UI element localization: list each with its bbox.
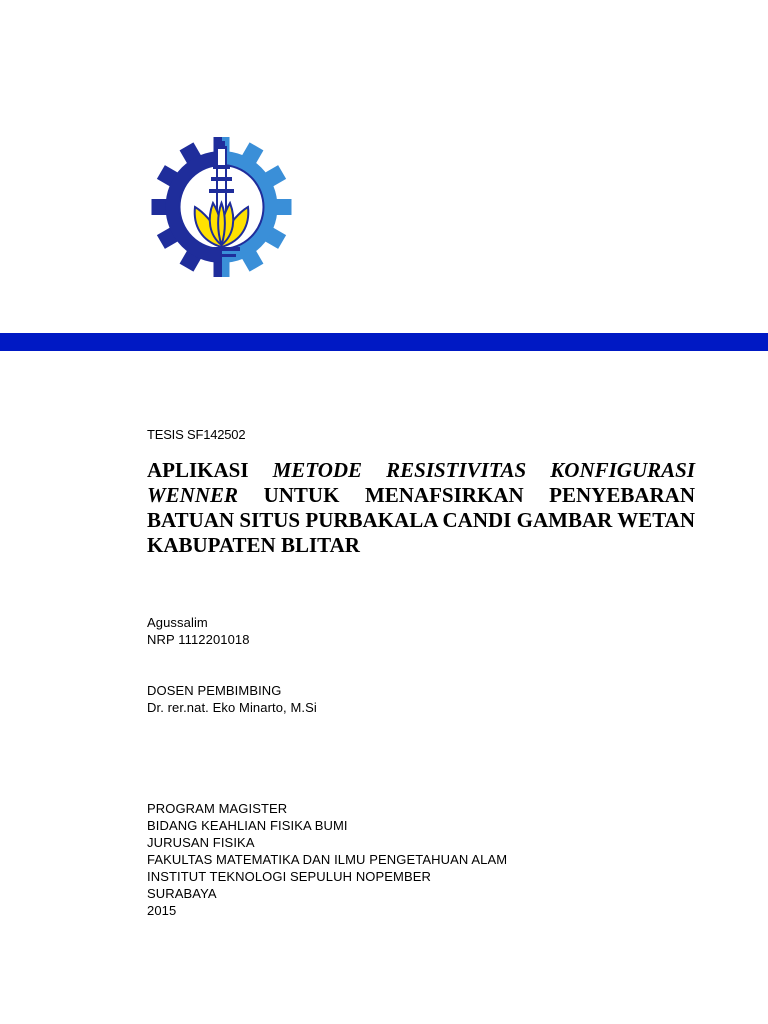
institution-program: PROGRAM MAGISTER — [147, 801, 288, 816]
institution-city: SURABAYA — [147, 886, 217, 901]
institution-department: JURUSAN FISIKA — [147, 835, 255, 850]
author-block — [147, 614, 250, 648]
author-name: Agussalim — [147, 615, 208, 630]
thesis-code: TESIS SF142502 — [147, 427, 246, 442]
thesis-title — [147, 458, 695, 558]
advisor-block — [147, 682, 317, 716]
institution-field: BIDANG KEAHLIAN FISIKA BUMI — [147, 818, 348, 833]
title-part-3: UNTUK MENAFSIRKAN PENYEBARAN BATUAN SITUS PURBAKALA CANDI GAMBAR WETAN KABUPATEN BLITAR — [147, 483, 695, 557]
institution-year: 2015 — [147, 903, 177, 918]
header-color-band — [0, 333, 768, 351]
gear-lotus-logo-icon — [147, 137, 296, 277]
title-part-1: APLIKASI — [147, 458, 273, 482]
author-nrp: NRP 1112201018 — [147, 632, 250, 647]
institution-faculty: FAKULTAS MATEMATIKA DAN ILMU PENGETAHUAN ALAM — [147, 852, 508, 867]
advisor-heading: DOSEN PEMBIMBING — [147, 683, 282, 698]
advisor-name: Dr. rer.nat. Eko Minarto, M.Si — [147, 700, 317, 715]
institution-name: INSTITUT TEKNOLOGI SEPULUH NOPEMBER — [147, 869, 432, 884]
university-logo — [147, 137, 296, 277]
title-part-2-italic: METODE RESISTIVITAS KONFIGURASI WENNER — [147, 458, 695, 507]
institution-block — [147, 800, 507, 919]
